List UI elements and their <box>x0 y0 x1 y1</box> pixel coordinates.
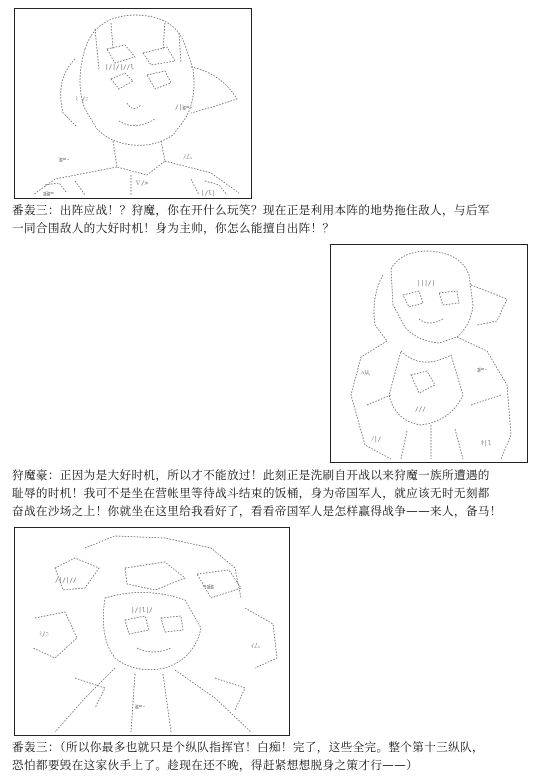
aa-fragment: ﾊ从 <box>361 370 371 377</box>
dialogue-line: 狩魔豪：正因为是大好时机，所以才不能放过！此刻正是洗刷自开战以来狩魔一族所遭遇的 <box>12 468 490 482</box>
aa-fragment: ｲ厶 <box>251 643 261 650</box>
dialogue-2 <box>12 466 532 520</box>
dialogue-line: 恐怕都要毁在这家伙手上了。趁现在还不晚，得赶紧想想脱身之策才行——） <box>12 758 419 772</box>
aa-fragment: ≧=- <box>135 703 146 710</box>
ascii-art-close-up <box>15 528 289 735</box>
panel-3 <box>14 527 290 736</box>
aa-fragment: ﾐ/ﾆ <box>39 631 49 638</box>
aa-fragment: |/|/|//l <box>105 64 134 71</box>
ascii-art-figure <box>331 245 527 462</box>
dialogue-line: 耻辱的时机！我可不是坐在营帐里等待战斗结束的饭桶，身为帝国军人，就应该无时无刻都 <box>12 486 490 500</box>
dialogue-line: 番轰三：（所以你最多也就只是个纵队指挥官！白痴！完了，这些全完。整个第十三纵队， <box>12 740 484 754</box>
ascii-art-portrait <box>15 9 251 198</box>
aa-fragment: ﾉ|/ <box>371 436 382 443</box>
aa-fragment: |/|l|/ <box>131 607 153 614</box>
aa-fragment: ≧=- <box>59 156 70 163</box>
dialogue-line: 奋战在沙场之上！你就坐在这里给我看好了，看看帝国军人是怎样赢得战争——来人，备马！ <box>12 504 502 518</box>
aa-fragment: |||/| <box>417 280 436 287</box>
aa-fragment: Ｖ/> <box>135 180 149 187</box>
aa-fragment: =≦≧ <box>203 583 214 590</box>
dialogue-line: 番轰三：出阵应战！？狩魔，你在开什么玩笑？现在正是利用本阵的地势拖住敌人，与后军 <box>12 203 490 217</box>
aa-fragment: /|≧=- <box>175 104 194 111</box>
aa-fragment: ｷ|l <box>481 440 492 447</box>
aa-fragment: /// <box>415 406 426 413</box>
dialogue-line: 一同合围敌人的大好时机！身为主帅，你怎么能擅自出阵！？ <box>12 221 335 235</box>
aa-fragment: /|/|// <box>55 577 77 584</box>
aa-fragment: ≦≧= <box>43 190 54 197</box>
aa-fragment: |/l| <box>201 190 216 197</box>
aa-fragment: ﾐ /ﾆ <box>75 96 89 103</box>
aa-fragment: ≦=- <box>477 366 488 373</box>
dialogue-3 <box>12 738 532 774</box>
panel-1 <box>14 8 252 199</box>
aa-fragment: ﾉ厶 <box>183 154 193 161</box>
dialogue-1 <box>12 201 532 237</box>
panel-2 <box>330 244 528 463</box>
